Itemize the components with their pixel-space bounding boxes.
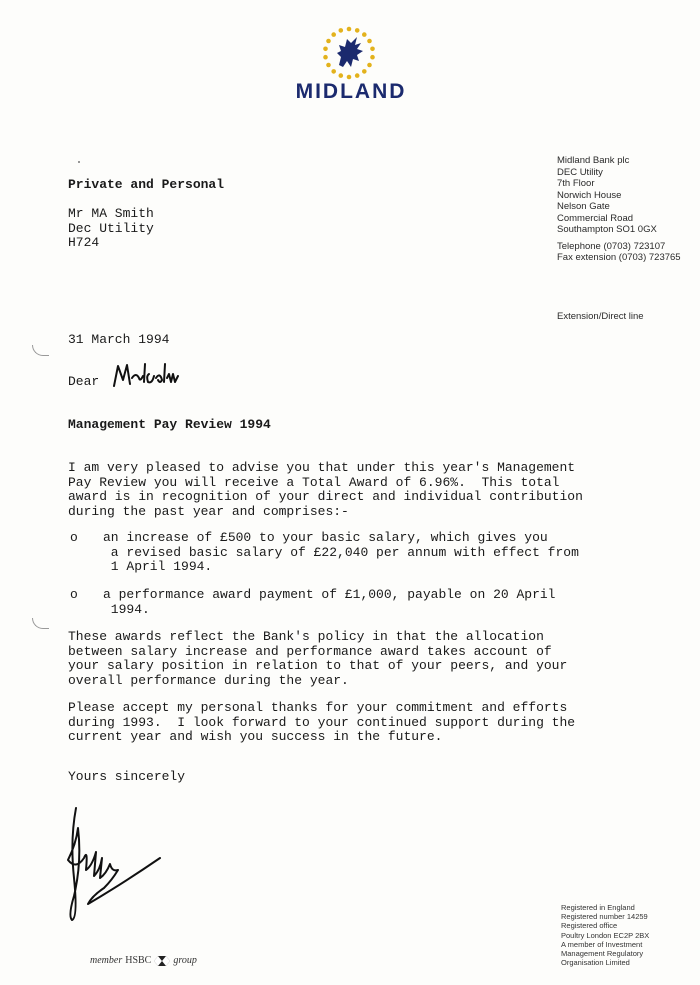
extension-line-label: Extension/Direct line xyxy=(557,311,644,322)
legal-line: Registered office xyxy=(561,921,618,931)
recipient-address xyxy=(68,207,154,251)
address-line: 7th Floor xyxy=(557,178,595,189)
bullet-marker: o xyxy=(70,587,78,602)
handwritten-salutation-name xyxy=(112,360,192,390)
handwritten-signature xyxy=(62,800,172,930)
recipient-line: H724 xyxy=(68,235,100,250)
legal-line: Poultry London EC2P 2BX xyxy=(561,930,650,940)
group-name: HSBC xyxy=(125,955,152,966)
address-line: Southampton SO1 0GX xyxy=(557,224,657,235)
legal-line: Registered number 14259 xyxy=(561,912,648,922)
hole-punch-mark xyxy=(32,345,49,356)
subject-heading: Management Pay Review 1994 xyxy=(68,417,271,432)
brand-name: MIDLAND xyxy=(295,80,407,103)
bullet-marker: o xyxy=(70,530,78,545)
legal-line: Organisation Limited xyxy=(561,958,630,968)
address-line: Commercial Road xyxy=(557,212,634,224)
body-paragraph: I am very pleased to advise you that under this year's Management Pay Review you will receive a Total Award of 6.96%. This total award is in recognition of your direct and individual contribution during the past year and comprises:- xyxy=(68,460,583,519)
legal-line: Management Regulatory xyxy=(561,949,644,959)
fax-number: Fax extension (0703) 723765 xyxy=(557,252,681,263)
bullet-item: an increase of £500 to your basic salary, which gives you a revised basic salary of £22,040 per annum with effect from 1 April 1994. xyxy=(103,530,579,574)
telephone-number: Telephone (0703) 723107 xyxy=(557,240,666,252)
address-line: Norwich House xyxy=(557,189,622,201)
group-label: group xyxy=(173,955,197,966)
recipient-line: Dec Utility xyxy=(68,220,154,236)
legal-line: A member of Investment xyxy=(561,939,643,949)
body-paragraph: These awards reflect the Bank's policy in that the allocation between salary increase and performance award takes account of your salary position in relation to that of your peers, and your overall performance during the year. xyxy=(68,629,568,688)
address-line: DEC Utility xyxy=(557,166,603,178)
member-label: member xyxy=(90,955,123,966)
salutation: Dear xyxy=(68,374,100,389)
address-line: Midland Bank plc xyxy=(557,155,630,166)
hole-punch-mark xyxy=(32,618,49,629)
classification-heading: Private and Personal xyxy=(68,177,225,192)
registration-details xyxy=(561,903,691,967)
address-line: Nelson Gate xyxy=(557,201,610,212)
stray-mark xyxy=(78,161,80,163)
hsbc-group-mark xyxy=(90,955,197,966)
bullet-item: a performance award payment of £1,000, payable on 20 April 1994. xyxy=(103,587,556,617)
hsbc-hexagon-icon xyxy=(154,956,170,966)
recipient-line: Mr MA Smith xyxy=(68,206,154,221)
legal-line: Registered in England xyxy=(561,903,635,912)
sender-address xyxy=(557,155,692,264)
midland-griffin-logo-icon xyxy=(321,25,377,81)
closing-line: Yours sincerely xyxy=(68,769,186,784)
letter-date: 31 March 1994 xyxy=(68,332,170,347)
body-paragraph: Please accept my personal thanks for your commitment and efforts during 1993. I look forward to your continued support during the current year and wish you success in the future. xyxy=(68,700,576,744)
